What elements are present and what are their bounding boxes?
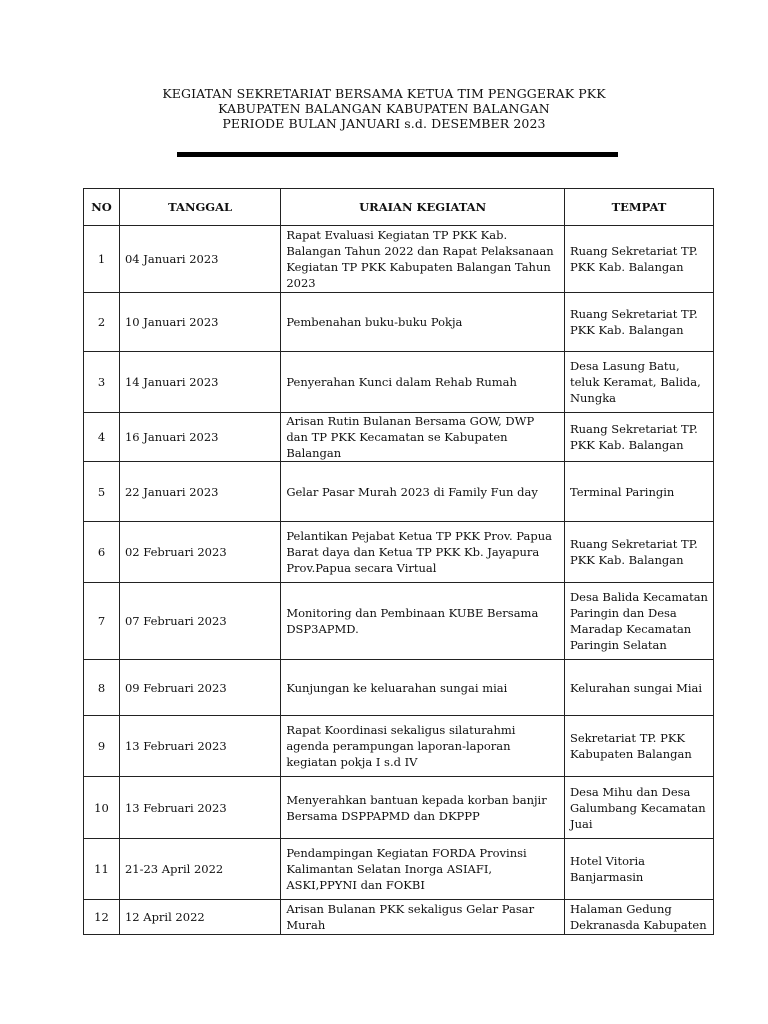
title-line-1: KEGIATAN SEKRETARIAT BERSAMA KETUA TIM PENGGERAK PKK xyxy=(162,86,606,101)
activities-table xyxy=(83,188,714,935)
row-description: Arisan Bulanan PKK sekaligus Gelar Pasar Murah xyxy=(281,900,565,935)
row-no: 8 xyxy=(84,660,120,716)
row-place: Kelurahan sungai Miai xyxy=(564,660,713,716)
row-description: Monitoring dan Pembinaan KUBE Bersama DSP3APMD. xyxy=(281,583,565,660)
row-date: 04 Januari 2023 xyxy=(119,226,280,293)
row-description: Pendampingan Kegiatan FORDA Provinsi Kalimantan Selatan Inorga ASIAFI, ASKI,PPYNI dan FOKBI xyxy=(281,839,565,900)
row-description: Arisan Rutin Bulanan Bersama GOW, DWP dan TP PKK Kecamatan se Kabupaten Balangan xyxy=(281,413,565,462)
table-row xyxy=(84,900,714,935)
table-row xyxy=(84,462,714,522)
row-no: 12 xyxy=(84,900,120,935)
row-description: Pembenahan buku-buku Pokja xyxy=(281,293,565,352)
row-description: Kunjungan ke keluarahan sungai miai xyxy=(281,660,565,716)
row-date: 10 Januari 2023 xyxy=(119,293,280,352)
title-underline-rule xyxy=(177,152,618,157)
row-description: Penyerahan Kunci dalam Rehab Rumah xyxy=(281,352,565,413)
table-row xyxy=(84,583,714,660)
row-place: Ruang Sekretariat TP. PKK Kab. Balangan xyxy=(564,522,713,583)
row-place: Ruang Sekretariat TP. PKK Kab. Balangan xyxy=(564,413,713,462)
table-header-row xyxy=(84,189,714,226)
row-no: 7 xyxy=(84,583,120,660)
row-date: 13 Februari 2023 xyxy=(119,777,280,839)
row-description: Gelar Pasar Murah 2023 di Family Fun day xyxy=(281,462,565,522)
row-no: 2 xyxy=(84,293,120,352)
table-row xyxy=(84,839,714,900)
header-no: NO xyxy=(84,189,120,226)
row-description: Pelantikan Pejabat Ketua TP PKK Prov. Papua Barat daya dan Ketua TP PKK Kb. Jayapura Prov.Papua secara Virtual xyxy=(281,522,565,583)
row-date: 09 Februari 2023 xyxy=(119,660,280,716)
row-no: 6 xyxy=(84,522,120,583)
title-line-2: KABUPATEN BALANGAN KABUPATEN BALANGAN xyxy=(218,101,550,116)
row-description: Rapat Koordinasi sekaligus silaturahmi agenda perampungan laporan-laporan kegiatan pokja I s.d IV xyxy=(281,716,565,777)
table-row xyxy=(84,660,714,716)
row-place: Hotel Vitoria Banjarmasin xyxy=(564,839,713,900)
table-row xyxy=(84,777,714,839)
header-description: URAIAN KEGIATAN xyxy=(281,189,565,226)
row-no: 3 xyxy=(84,352,120,413)
row-description: Menyerahkan bantuan kepada korban banjir Bersama DSPPAPMD dan DKPPP xyxy=(281,777,565,839)
row-date: 22 Januari 2023 xyxy=(119,462,280,522)
row-date: 21-23 April 2022 xyxy=(119,839,280,900)
row-no: 1 xyxy=(84,226,120,293)
row-place: Desa Lasung Batu, teluk Keramat, Balida, Nungka xyxy=(564,352,713,413)
row-date: 14 Januari 2023 xyxy=(119,352,280,413)
row-place: Desa Balida Kecamatan Paringin dan Desa Maradap Kecamatan Paringin Selatan xyxy=(564,583,713,660)
row-date: 16 Januari 2023 xyxy=(119,413,280,462)
row-no: 9 xyxy=(84,716,120,777)
row-place: Sekretariat TP. PKK Kabupaten Balangan xyxy=(564,716,713,777)
table-row xyxy=(84,716,714,777)
row-place: Terminal Paringin xyxy=(564,462,713,522)
header-date: TANGGAL xyxy=(119,189,280,226)
row-no: 10 xyxy=(84,777,120,839)
row-no: 11 xyxy=(84,839,120,900)
table-row xyxy=(84,226,714,293)
row-place: Desa Mihu dan Desa Galumbang Kecamatan Juai xyxy=(564,777,713,839)
row-place: Ruang Sekretariat TP. PKK Kab. Balangan xyxy=(564,226,713,293)
row-no: 5 xyxy=(84,462,120,522)
row-no: 4 xyxy=(84,413,120,462)
table-row xyxy=(84,352,714,413)
row-date: 13 Februari 2023 xyxy=(119,716,280,777)
table-row xyxy=(84,522,714,583)
title-line-3: PERIODE BULAN JANUARI s.d. DESEMBER 2023 xyxy=(222,116,546,131)
row-place: Ruang Sekretariat TP. PKK Kab. Balangan xyxy=(564,293,713,352)
row-date: 12 April 2022 xyxy=(119,900,280,935)
header-place: TEMPAT xyxy=(564,189,713,226)
row-place: Halaman Gedung Dekranasda Kabupaten xyxy=(564,900,713,935)
document-title xyxy=(0,86,768,131)
row-date: 02 Februari 2023 xyxy=(119,522,280,583)
table-row xyxy=(84,413,714,462)
row-description: Rapat Evaluasi Kegiatan TP PKK Kab. Balangan Tahun 2022 dan Rapat Pelaksanaan Kegiatan TP PKK Kabupaten Balangan Tahun 2023 xyxy=(281,226,565,293)
row-date: 07 Februari 2023 xyxy=(119,583,280,660)
table-row xyxy=(84,293,714,352)
